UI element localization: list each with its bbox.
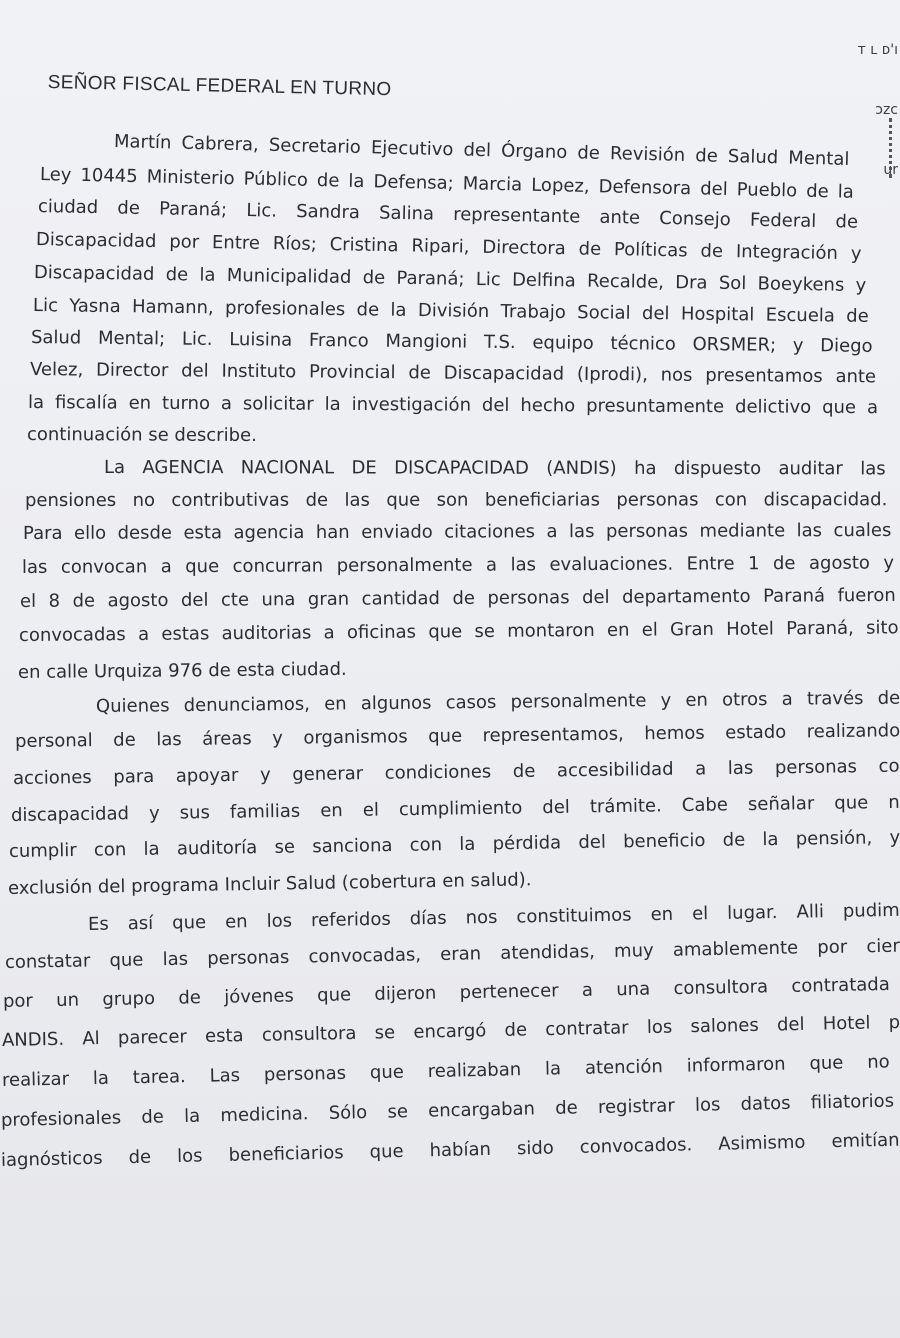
body-line: Ley 10445 Ministerio Público de la Defensa; Marcia Lopez, Defensora del Pueblo de la [39,164,854,203]
document-heading: SEÑOR FISCAL FEDERAL EN TURNO [47,72,392,101]
body-line: Velez, Director del Instituto Provincial de Discapacidad (Iprodi), nos presentamos ante [29,359,877,388]
corner-text-fragments [854,0,900,220]
body-line: Discapacidad por Entre Ríos; Cristina Ripari, Directora de Políticas de Integración y [35,229,862,265]
body-line: Quienes denunciamos, en algunos casos personalmente y en otros a través de [95,687,900,717]
body-line: las convocan a que concurran personalmente a las evaluaciones. Entre 1 de agosto y [21,552,895,578]
corner-fragment: ᴛ ʟ ᴅ'ı [857,42,898,58]
body-line: continuación se describe. [26,424,257,447]
corner-fragment: ur [883,162,898,178]
body-line: Es así que en los referidos días nos constituimos en el lugar. Alli pudim [87,899,900,935]
body-line: exclusión del programa Incluir Salud (cobertura en salud). [7,869,532,899]
body-line: La AGENCIA NACIONAL DE DISCAPACIDAD (ANDIS) ha dispuesto auditar las [103,457,886,480]
body-line: pensiones no contributivas de las que son beneficiarias personas con discapacidad. [24,489,888,511]
body-line: acciones para apoyar y generar condiciones de accesibilidad a las personas co [12,755,900,789]
body-line: Salud Mental; Lic. Luisina Franco Mangioni T.S. equipo técnico ORSMER; y Diego [30,327,873,357]
corner-fragment: ɔzc [875,102,898,118]
body-line: convocadas a estas auditorias a oficinas que se montaron en el Gran Hotel Paraná, sito [18,617,899,646]
body-line: por un grupo de jóvenes que dijeron pertenecer a una consultora contratada [2,973,890,1012]
body-line: Martín Cabrera, Secretario Ejecutivo del Órgano de Revisión de Salud Mental [113,131,850,170]
body-line: en calle Urquiza 976 de esta ciudad. [17,658,347,683]
body-line: la fiscalía en turno a solicitar la investigación del hecho presuntamente delictivo que a [27,392,879,419]
body-line: Para ello desde esta agencia han enviado citaciones a las personas mediante las cuales [22,519,892,544]
body-line: profesionales de la medicina. Sólo se encargaban de registrar los datos filiatorios [0,1090,895,1131]
body-line: el 8 de agosto del cte una gran cantidad de personas del departamento Paraná fueron [19,584,896,612]
body-line: Lic Yasna Hamann, profesionales de la División Trabajo Social del Hospital Escuela de [32,295,869,327]
page-edge-mark [883,118,892,178]
body-line: ciudad de Paraná; Lic. Sandra Salina representante ante Consejo Federal de [37,196,859,233]
body-line: iagnósticos de los beneficiarios que habían sido convocados. Asimismo emitían [0,1129,900,1171]
body-line: cumplir con la auditoría se sanciona con la pérdida del beneficio de la pensión, y [8,827,900,862]
body-line: personal de las áreas y organismos que representamos, hemos estado realizando [14,720,900,752]
body-line: discapacidad y sus familias en el cumplimiento del trámite. Cabe señalar que n [10,791,900,826]
body-line: Discapacidad de la Municipalidad de Paraná; Lic Delfina Recalde, Dra Sol Boeykens y [33,262,867,297]
body-line: realizar la tarea. Las personas que realizaban la atención informaron que no [1,1051,890,1091]
body-line: constatar que las personas convocadas, eran atendidas, muy amablemente por cier [4,935,900,973]
body-line: ANDIS. Al parecer esta consultora se encargó de contratar los salones del Hotel p [1,1011,900,1051]
